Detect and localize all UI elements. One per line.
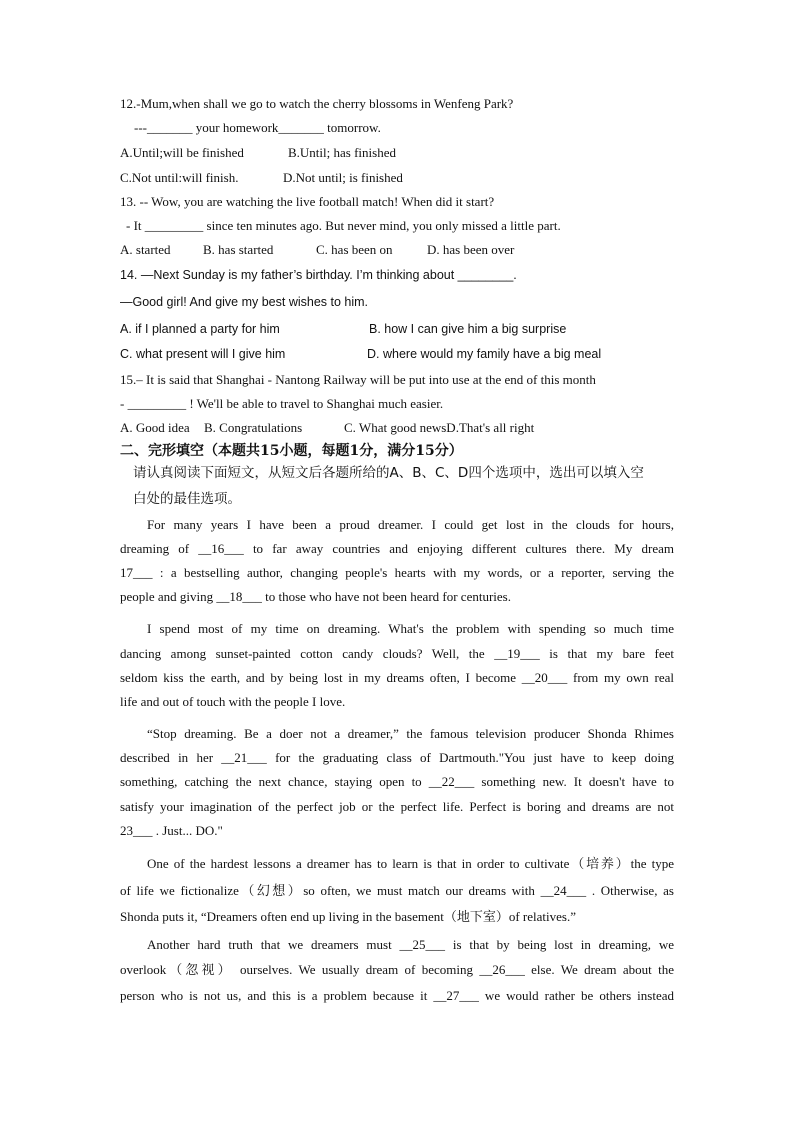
passage-p3-line-4: satisfy your imagination of the perfect job or the perfect life. Perfect is boring and dreams are not bbox=[120, 799, 674, 814]
passage-p3-line-3: something, catching the next chance, staying open to __22___ something new. It doesn't have to bbox=[120, 774, 674, 789]
passage-p5-line-2: overlook（忽视） ourselves. We usually dream of becoming __26___ else. We dream about the bbox=[120, 962, 674, 977]
passage-p1-line-2: dreaming of __16___ to far away countries and enjoying different cultures there. My dream bbox=[120, 541, 674, 556]
question-12-option-a: A.Until;will be finished bbox=[120, 145, 244, 160]
section-2-instruction-line-1: 请认真阅读下面短文，从短文后各题所给的A、B、C、D四个选项中，选出可以填入空 bbox=[133, 465, 644, 481]
passage-p3-line-5: 23___ . Just... DO." bbox=[120, 823, 223, 838]
passage-p3-line-2: described in her __21___ for the graduating class of Dartmouth."You just have to keep doing bbox=[120, 750, 674, 765]
question-12-reply: ---_______ your homework_______ tomorrow. bbox=[134, 120, 381, 135]
passage-p4-line-1: One of the hardest lessons a dreamer has to learn is that in order to cultivate（培养）the type bbox=[147, 856, 674, 871]
question-15-reply: - _________ ! We'll be able to travel to Shanghai much easier. bbox=[120, 396, 444, 411]
passage-p4-line-2: of life we fictionalize（幻想）so often, we must match our dreams with __24___ . Otherwise, as bbox=[120, 883, 674, 898]
section-2-heading: 二、完形填空（本题共15小题，每题1分，满分15分） bbox=[120, 443, 463, 459]
question-15-option-b: B. Congratulations bbox=[204, 420, 303, 435]
question-13-option-b: B. has started bbox=[203, 242, 274, 257]
passage-p2-line-1: I spend most of my time on dreaming. What's the problem with spending so much time bbox=[147, 621, 674, 636]
question-13-option-c: C. has been on bbox=[316, 242, 393, 257]
question-13-option-a: A. started bbox=[120, 242, 171, 257]
question-12-option-d: D.Not until; is finished bbox=[283, 170, 403, 185]
question-13-option-d: D. has been over bbox=[427, 242, 515, 257]
question-12-option-c: C.Not until:will finish. bbox=[120, 170, 239, 185]
question-14-option-b: B. how I can give him a big surprise bbox=[369, 322, 567, 336]
question-12-stem: 12.-Mum,when shall we go to watch the cherry blossoms in Wenfeng Park? bbox=[120, 96, 514, 111]
question-13-stem: 13. -- Wow, you are watching the live football match! When did it start? bbox=[120, 194, 495, 209]
passage-p1-line-3: 17___ : a bestselling author, changing people's hearts with my words, or a reporter, serving the bbox=[120, 565, 674, 580]
passage-p2-line-2: dancing among sunset-painted cotton candy clouds? Well, the __19___ is that my bare feet bbox=[120, 646, 674, 661]
passage-p5-line-1: Another hard truth that we dreamers must __25___ is that by being lost in dreaming, we bbox=[147, 937, 674, 952]
question-14-option-a: A. if I planned a party for him bbox=[120, 322, 280, 336]
question-12-option-b: B.Until; has finished bbox=[288, 145, 396, 160]
question-15-option-a: A. Good idea bbox=[120, 420, 190, 435]
question-15-option-c: C. What good newsD.That's all right bbox=[344, 420, 535, 435]
passage-p4-line-3: Shonda puts it, “Dreamers often end up living in the basement（地下室）of relatives.” bbox=[120, 909, 576, 924]
question-14-option-c: C. what present will I give him bbox=[120, 347, 286, 361]
section-2-instruction-line-2: 白处的最佳选项。 bbox=[133, 491, 241, 507]
question-14-stem: 14. —Next Sunday is my father’s birthday. I’m thinking about ________. bbox=[120, 268, 517, 282]
question-14-reply: —Good girl! And give my best wishes to him. bbox=[120, 295, 369, 309]
passage-p3-line-1: “Stop dreaming. Be a doer not a dreamer,” the famous television producer Shonda Rhimes bbox=[147, 726, 674, 741]
passage-p1-line-1: For many years I have been a proud dreamer. I could get lost in the clouds for hours, bbox=[147, 517, 674, 532]
passage-p2-line-3: seldom kiss the earth, and by being lost in my dreams often, I become __20___ from my own real bbox=[120, 670, 674, 685]
passage-p5-line-3: person who is not us, and this is a problem because it __27___ we would rather be others instead bbox=[120, 988, 674, 1003]
question-13-reply: - It _________ since ten minutes ago. But never mind, you only missed a little part. bbox=[126, 218, 561, 233]
question-14-option-d: D. where would my family have a big meal bbox=[367, 347, 602, 361]
passage-p2-line-4: life and out of touch with the people I love. bbox=[120, 694, 346, 709]
question-15-stem: 15.– It is said that Shanghai - Nantong Railway will be put into use at the end of this month bbox=[120, 372, 596, 387]
passage-p1-line-4: people and giving __18___ to those who have not been heard for centuries. bbox=[120, 589, 511, 604]
